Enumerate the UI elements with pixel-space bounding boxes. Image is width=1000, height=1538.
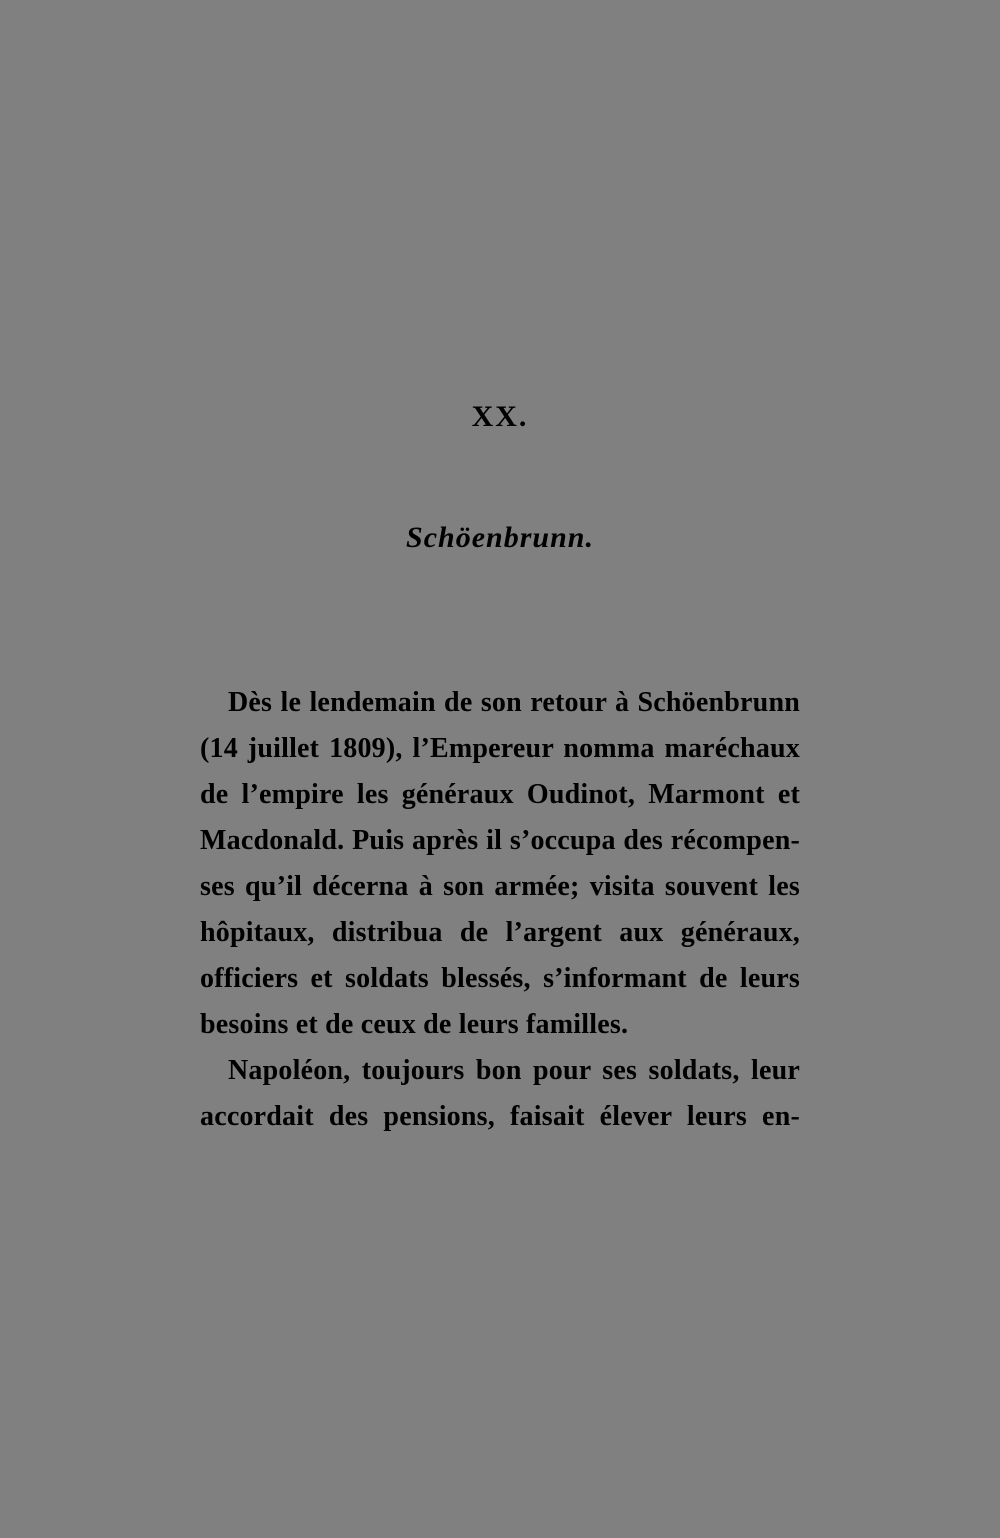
text-line: besoins et de ceux de leurs familles. xyxy=(200,1009,629,1040)
text-line: ses qu’il décerna à son armée; visita souvent les xyxy=(200,871,800,902)
paragraph-1 xyxy=(200,680,800,1048)
text-line: Dès le lendemain de son retour à Schöenbrunn xyxy=(228,687,800,718)
text-line: Macdonald. Puis après il s’occupa des récompen- xyxy=(200,825,800,856)
text-line: accordait des pensions, faisait élever leurs en- xyxy=(200,1101,800,1132)
text-line: hôpitaux, distribua de l’argent aux généraux, xyxy=(200,917,800,948)
body-text xyxy=(200,680,800,1140)
text-line: Napoléon, toujours bon pour ses soldats, leur xyxy=(228,1055,800,1086)
text-line: officiers et soldats blessés, s’informant de leurs xyxy=(200,963,800,994)
text-line: de l’empire les généraux Oudinot, Marmont et xyxy=(200,779,800,810)
text-line: (14 juillet 1809), l’Empereur nomma maréchaux xyxy=(200,733,800,764)
paragraph-2 xyxy=(200,1048,800,1140)
chapter-title: Schöenbrunn. xyxy=(406,521,594,554)
chapter-number: XX. xyxy=(471,400,529,433)
